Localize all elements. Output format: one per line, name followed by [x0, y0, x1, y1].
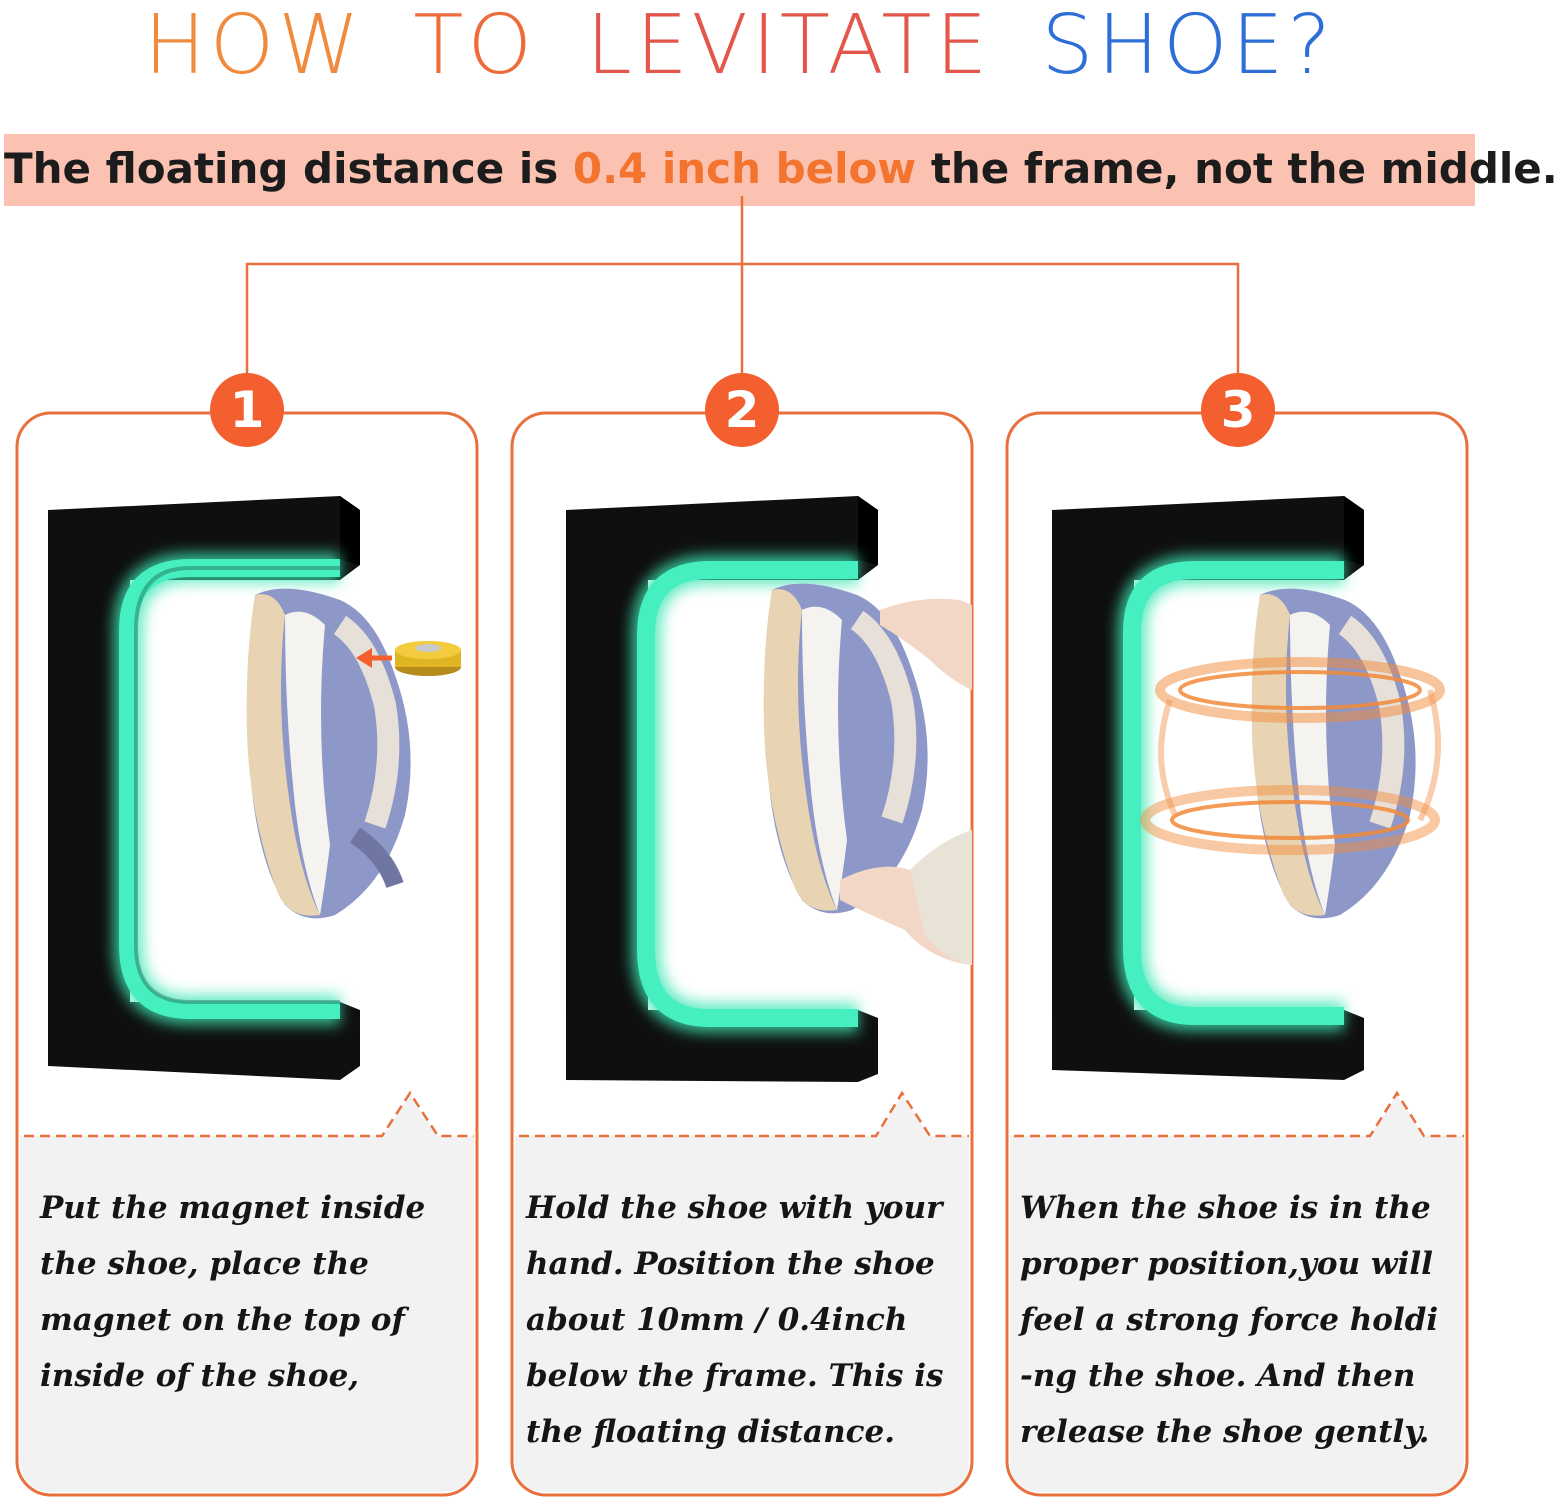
title-word-3: LEVITATE [586, 0, 992, 93]
step-3-line-1: When the shoe is in the [1020, 1190, 1431, 1226]
magnet-icon [395, 641, 461, 676]
step-3-line-4: -ng the shoe. And then [1020, 1358, 1416, 1394]
step-3-line-2: proper position,you will [1020, 1246, 1433, 1282]
title-word-2: TO [413, 0, 537, 93]
step-2-line-2: hand. Position the shoe [526, 1246, 935, 1282]
step-1-line-2: the shoe, place the [40, 1246, 369, 1282]
headline-suffix: the frame, not the middle. [916, 144, 1558, 193]
step-2-text [526, 1180, 956, 1460]
step-1-line-1: Put the magnet inside [40, 1190, 426, 1226]
step-2-line-3: about 10mm / 0.4inch [526, 1302, 908, 1338]
step-number-3: 3 [1201, 373, 1275, 447]
step-3-text [1020, 1180, 1450, 1460]
step-1-line-4: inside of the shoe, [40, 1358, 360, 1394]
step-2-line-1: Hold the shoe with your [526, 1190, 943, 1226]
headline-prefix: The floating distance is [4, 144, 573, 193]
step-2-line-5: the floating distance. [526, 1414, 896, 1450]
step-3-line-5: release the shoe gently. [1020, 1414, 1430, 1450]
step-2-line-4: below the frame. This is [526, 1358, 944, 1394]
connector-lines [247, 196, 1238, 375]
title-word-1: HOW [144, 0, 364, 93]
headline-highlight: 0.4 inch below [572, 144, 917, 193]
step-3-line-3: feel a strong force holdi [1020, 1302, 1439, 1338]
step-number-1: 1 [210, 373, 284, 447]
title-word-4: SHOE? [1041, 0, 1335, 93]
step-1-line-3: magnet on the top of [40, 1302, 405, 1338]
step-number-2: 2 [705, 373, 779, 447]
step-1-text [40, 1180, 470, 1404]
